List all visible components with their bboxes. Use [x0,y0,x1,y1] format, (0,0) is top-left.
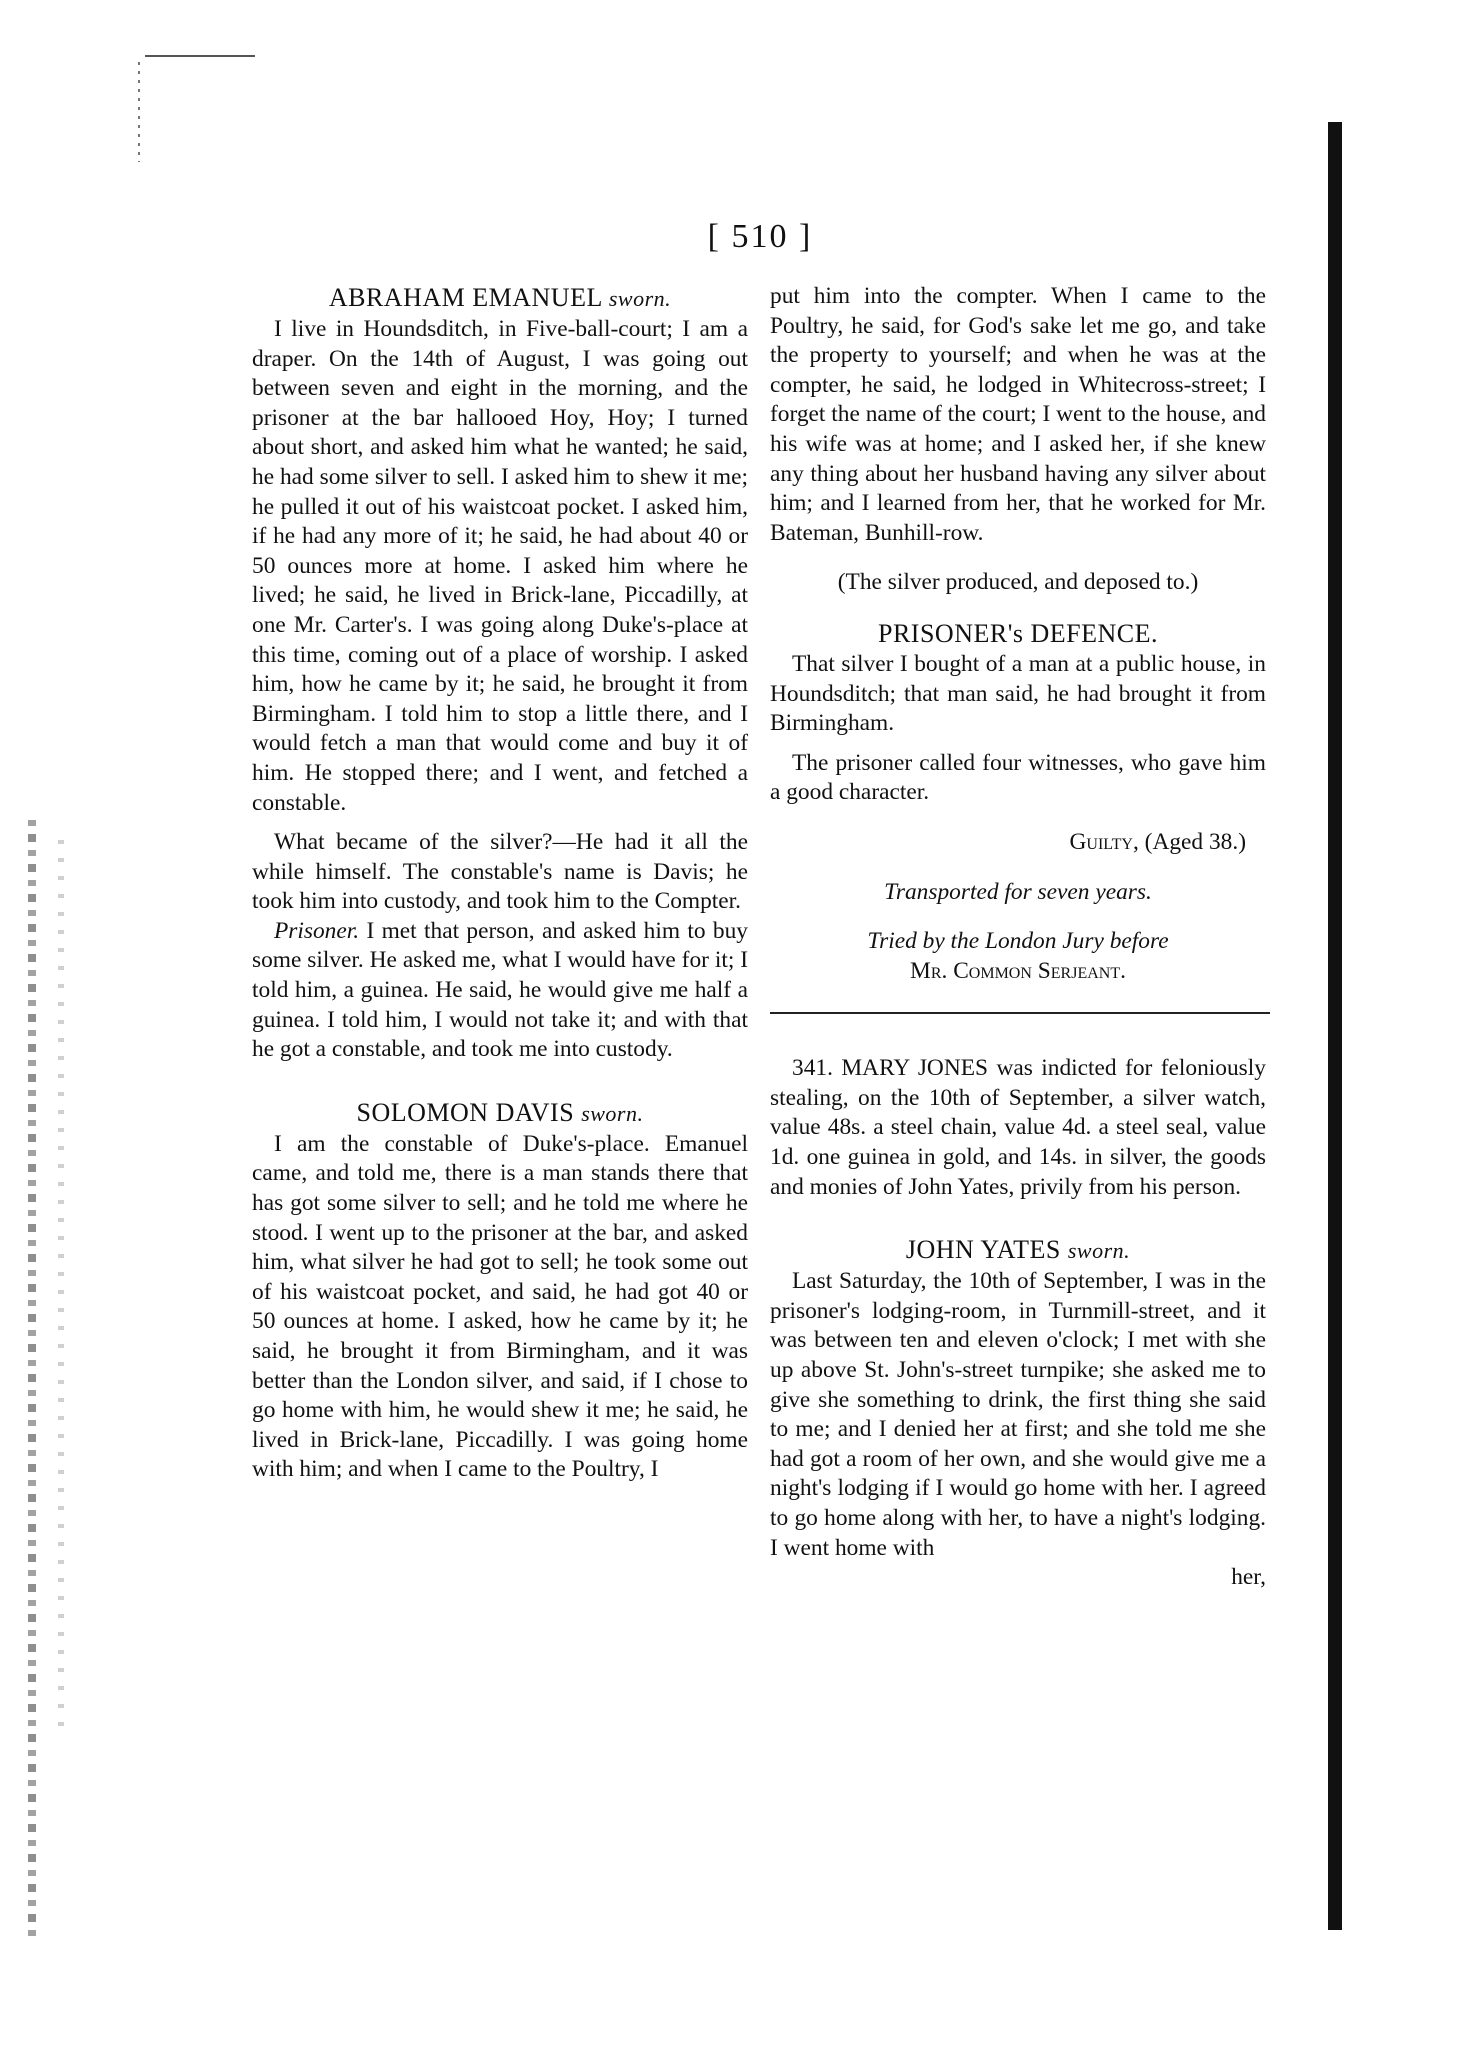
right-column [770,282,1266,1593]
defence-heading: PRISONER's DEFENCE. [878,618,1158,648]
defence-paragraph: That silver I bought of a man at a public house, in Houndsditch; that man said, he had brought it from Birmingham. [770,650,1266,737]
testimony-paragraph: I am the constable of Duke's-place. Emanuel came, and told me, there is a man stands there that has got some silver to sell; and he told me where he stood. I went up to the prisoner at the bar, and asked him, what silver he had got to sell; he took some out of his waistcoat pocket, and said, he had got 40 or 50 ounces at home. I asked, how he came by it; he said, he brought it from Birmingham, and it was better than the London silver, and said, if I chose to go home with him, he would shew it me; he said, he lived in Brick-lane, Piccadilly. I was going home with him; and when I came to the Poultry, I [252,1130,748,1483]
verdict-line [770,828,1266,858]
binding-edge [58,840,64,1740]
judge-name: Mr. Common Serjeant. [910,957,1126,984]
defendant-name: MARY JONES [841,1055,989,1082]
sworn-label: sworn. [581,1100,644,1126]
verdict: Guilty, [1069,828,1139,855]
witness-name: JOHN YATES [905,1235,1061,1265]
binding-edge [28,820,36,1940]
page-edge-mark [138,62,140,162]
testimony-paragraph: What became of the silver?—He had it all the while himself. The constable's name is Davis; he took him into custody, and took him to the Compter. [252,829,748,915]
witness-heading [252,1097,748,1130]
prisoner-statement [252,917,748,1065]
sentence: Transported for seven years. [884,878,1152,905]
witnesses-paragraph: The prisoner called four witnesses, who gave him a good character. [770,749,1266,806]
page-edge-shadow [1328,122,1342,1930]
indictment-text: was indicted for feloniously stealing, on the 10th of September, a silver watch, value 48s. a steel chain, value 4d. a steel seal, value 1d. one guinea in gold, and 14s. in silver, the goods and monies of John Yates, privily from his person. [770,1055,1266,1200]
page-edge-mark [145,55,255,57]
prisoner-age: (Aged 38.) [1144,828,1246,855]
testimony-paragraph: put him into the compter. When I came to the Poultry, he said, for God's sake let me go, and take the property to yourself; and when he was at the compter, he said, he lodged in Whitecross-street; I forget the name of the court; I went to the house, and his wife was at home; and I asked her, if she knew any thing about her husband having any silver about him; and I learned from her, that he worked for Mr. Bateman, Bunhill-row. [770,283,1266,546]
witness-name: SOLOMON DAVIS [356,1097,575,1127]
catchword: her, [1231,1564,1266,1591]
witness-heading [770,1234,1266,1267]
testimony-paragraph: I live in Houndsditch, in Five-ball-court; I am a draper. On the 14th of August, I was going out between seven and eight in the morning, and the prisoner at the bar hallooed Hoy, Hoy; I turned about short, and asked him what he wanted; he said, he had some silver to sell. I asked him to shew it me; he pulled it out of his waistcoat pocket. I asked him, if he had any more of it; he said, he had about 40 or 50 ounces more at home. I asked him where he lived; he said, he lived in Brick-lane, Piccadilly, at one Mr. Carter's. I was going along Duke's-place at this time, coming out of a place of worship. I asked him, how he came by it; he said, he brought it from Birmingham. I told him to stop a little there, and I would fetch a man that would come and buy it of him. He stopped there; and I went, and fetched a constable. [252,316,748,816]
tried-by: Tried by the London Jury before [867,928,1169,955]
statement-text: I met that person, and asked him to buy some silver. He asked me, what I would have for it; I told him, a guinea. He said, he would give me half a guinea. I told him, I would not take it; and with that he got a constable, and took me into custody. [252,917,748,1063]
testimony-paragraph: Last Saturday, the 10th of September, I was in the prisoner's lodging-room, in Turnmill-street, and it was between ten and eleven o'clock; I met with she up above St. John's-street turnpike; she asked me to give she something to drink, the first thing she said to me; and I denied her at first; and she told me she had got a room of her own, and she would give me a night's lodging if I would go home with her. I agreed to go home along with her, to have a night's lodging. I went home with [770,1268,1266,1561]
case-number: 341. [792,1055,833,1082]
sworn-label: sworn. [608,286,672,311]
evidence-note: (The silver produced, and deposed to.) [837,569,1199,596]
page-number: [ 510 ] [707,218,813,255]
witness-heading [252,282,748,315]
sworn-label: sworn. [1067,1238,1131,1264]
indictment-paragraph [770,1054,1266,1202]
section-divider [770,1012,1270,1014]
left-column [252,282,748,1485]
witness-name: ABRAHAM EMANUEL [328,283,602,312]
speaker-label: Prisoner. [274,917,360,944]
